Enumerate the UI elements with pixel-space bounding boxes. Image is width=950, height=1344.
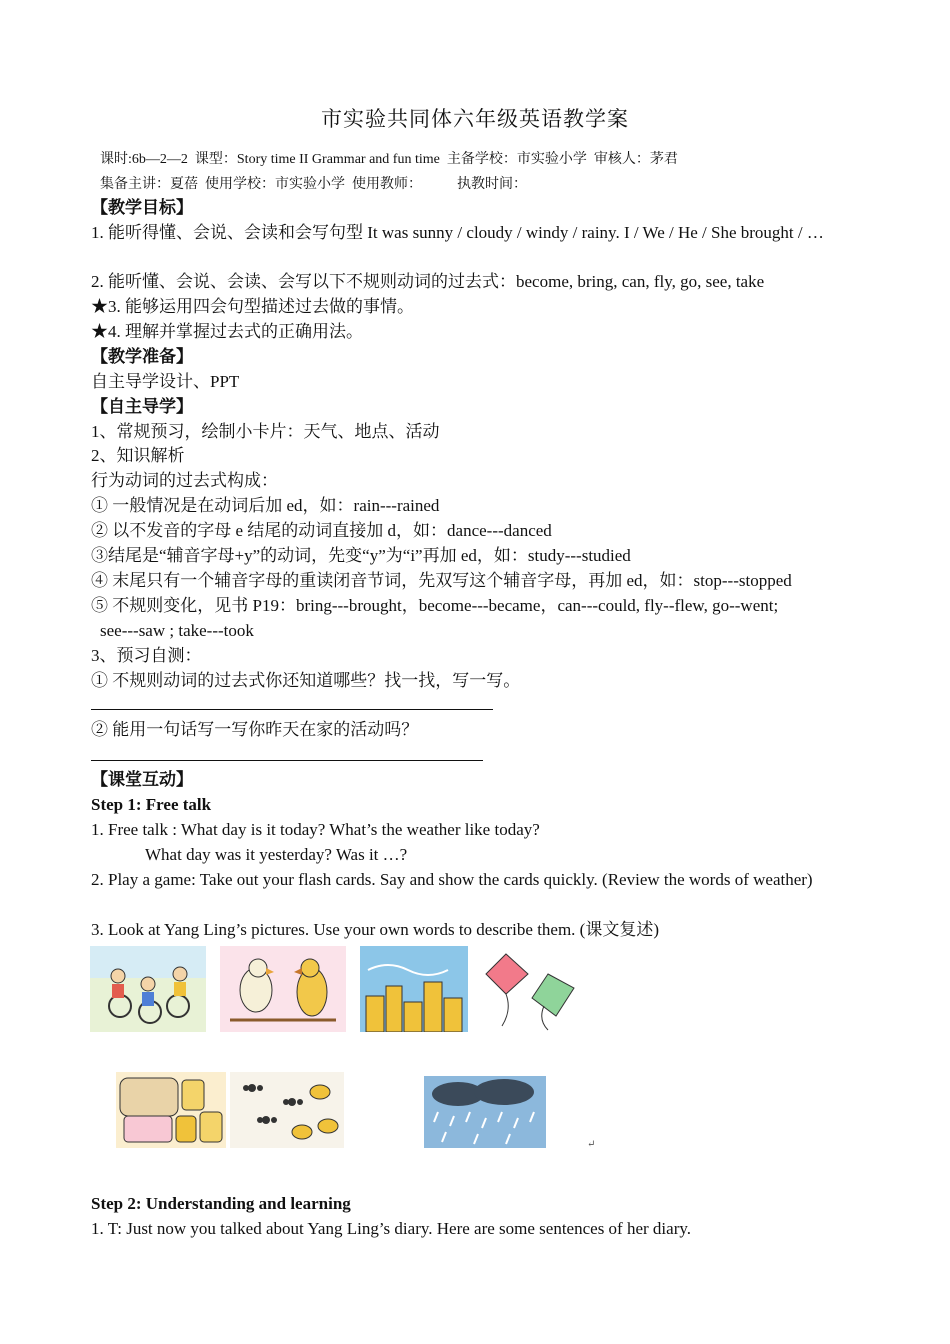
city-skyline-windy-picture — [360, 946, 468, 1032]
prep-text: 自主导学设计、PPT — [91, 372, 240, 391]
page-title: 市实验共同体六年级英语教学案 — [321, 107, 629, 131]
paragraph-mark-icon: ↵ — [587, 1139, 596, 1150]
step-1-item-1-continued: What day was it yesterday? Was it …? — [145, 845, 408, 864]
answer-line-2[interactable] — [91, 760, 483, 761]
rule-5-continued: see---saw ; take---took — [100, 621, 254, 640]
rule-3: ③结尾是“辅音字母+y”的动词，先变“y”为“i”再加 ed，如：study---studied — [91, 546, 631, 565]
interaction-heading: 【课堂互动】 — [91, 770, 193, 789]
self-test-question-2: ② 能用一句话写一写你昨天在家的活动吗？ — [91, 720, 419, 739]
step-2-heading: Step 2: Understanding and learning — [91, 1194, 351, 1213]
rain-cloud-picture — [424, 1076, 546, 1148]
answer-line-1[interactable] — [91, 709, 493, 710]
step-1-item-2: 2. Play a game: Take out your flash cards. Say and show the cards quickly. (Review the words of weather) — [91, 870, 813, 889]
parrots-picture — [220, 946, 346, 1032]
rule-5: ⑤ 不规则变化，见书 P19：bring---brought，become---became，can---could, fly--flew, go--went; — [91, 596, 779, 615]
self-test-heading: 3、预习自测： — [91, 646, 202, 665]
goal-item-2: 2. 能听懂、会说、会读、会写以下不规则动词的过去式：become, bring, can, fly, go, see, take — [91, 272, 765, 291]
self-study-heading: 【自主导学】 — [91, 397, 193, 416]
step-1-item-1: 1. Free talk : What day is it today? What’s the weather like today? — [91, 820, 540, 839]
children-cycling-picture — [90, 946, 206, 1032]
self-study-p1: 1、常规预习，绘制小卡片：天气、地点、活动 — [91, 422, 440, 441]
rule-1: ① 一般情况是在动词后加 ed，如：rain---rained — [91, 496, 440, 515]
goal-item-4: ★4. 理解并掌握过去式的正确用法。 — [91, 322, 363, 341]
self-study-p2: 2、知识解析 — [91, 446, 185, 465]
prep-heading: 【教学准备】 — [91, 347, 193, 366]
food-jars-picture — [116, 1072, 226, 1148]
goal-item-3: ★3. 能够运用四会句型描述过去做的事情。 — [91, 297, 414, 316]
self-test-question-1: ① 不规则动词的过去式你还知道哪些？找一找，写一写。 — [91, 671, 521, 690]
step-1-heading: Step 1: Free talk — [91, 795, 212, 814]
self-study-p3: 行为动词的过去式构成： — [91, 471, 278, 490]
rule-2: ② 以不发音的字母 e 结尾的动词直接加 d，如：dance---danced — [91, 521, 552, 540]
meta-line-2: 集备主讲：夏蓓 使用学校：市实验小学 使用教师： 执教时间： — [100, 177, 527, 192]
meta-line-1: 课时:6b—2—2 课型：Story time II Grammar and fun time 主备学校：市实验小学 审核人：茅君 — [100, 152, 678, 167]
step-1-item-3: 3. Look at Yang Ling’s pictures. Use your own words to describe them. (课文复述) — [91, 920, 660, 939]
kites-picture — [476, 946, 588, 1032]
ants-and-bees-picture — [230, 1072, 344, 1148]
step-2-item-1: 1. T: Just now you talked about Yang Ling’s diary. Here are some sentences of her diary. — [91, 1219, 691, 1238]
goal-item-1: 1. 能听得懂、会说、会读和会写句型 It was sunny / cloudy / windy / rainy. I / We / He / She brought / … — [91, 223, 824, 242]
rule-4: ④ 末尾只有一个辅音字母的重读闭音节词，先双写这个辅音字母，再加 ed，如：stop---stopped — [91, 571, 792, 590]
goals-heading: 【教学目标】 — [91, 198, 193, 217]
